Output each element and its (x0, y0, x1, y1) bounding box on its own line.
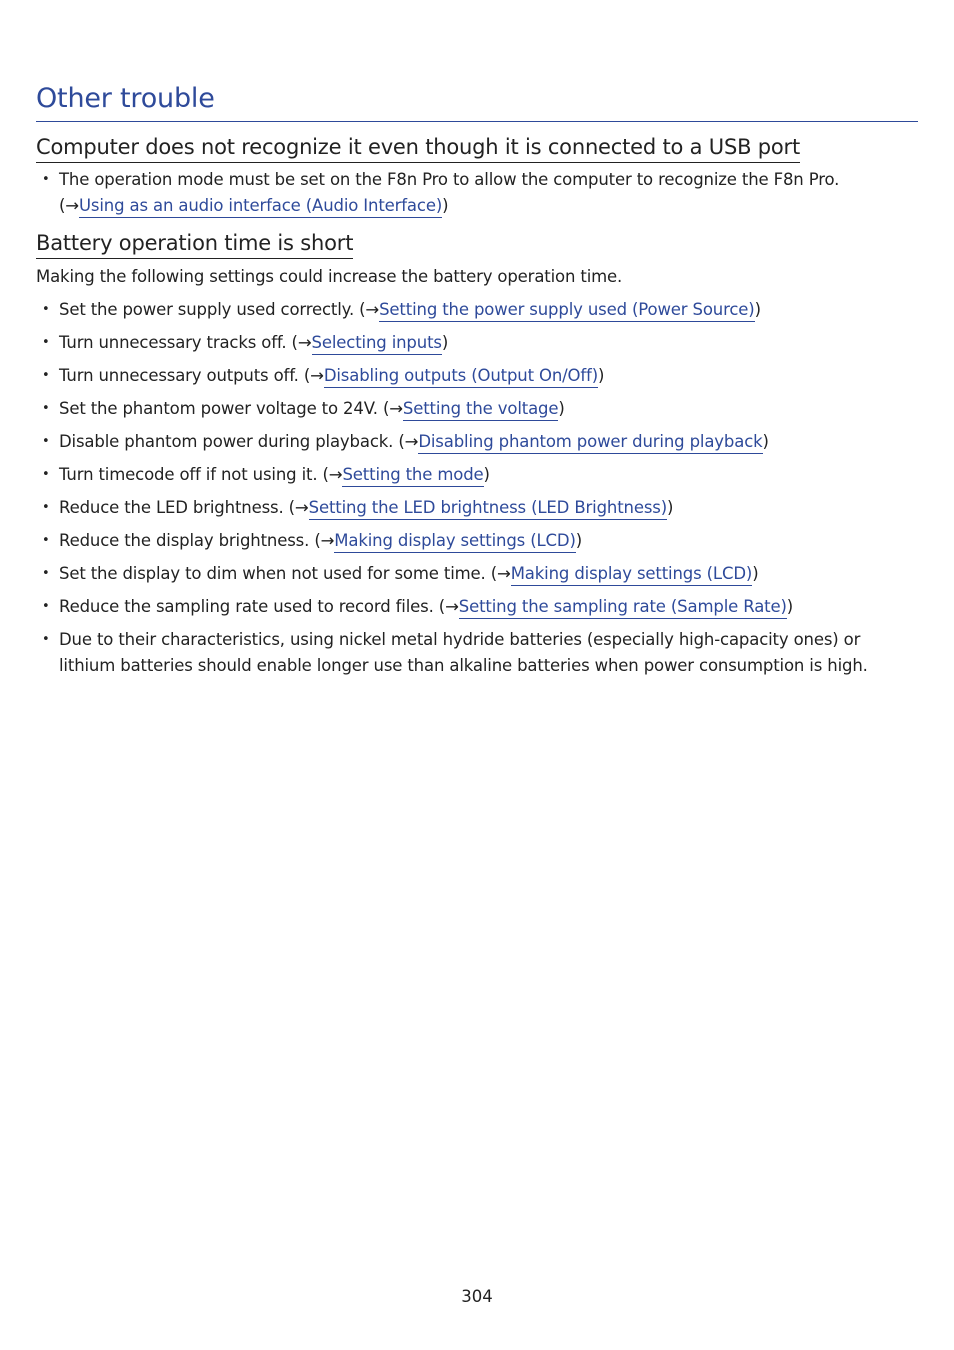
item-prefix: (→ (59, 196, 79, 215)
list-item (36, 462, 918, 488)
item-text: Turn timecode off if not using it. (→ (59, 465, 343, 484)
item-text: Reduce the display brightness. (→ (59, 531, 335, 550)
item-suffix: ) (752, 564, 759, 583)
list-item (36, 528, 918, 554)
item-suffix: ) (441, 333, 449, 352)
section-heading-battery: Battery operation time is short (36, 229, 353, 259)
link-setting-voltage[interactable]: Setting the voltage (403, 399, 558, 421)
link-led-brightness[interactable]: Setting the LED brightness (LED Brightness) (309, 498, 667, 520)
item-text: Reduce the sampling rate used to record files. (→ (59, 597, 459, 616)
list-item (36, 561, 918, 587)
item-suffix: ) (442, 196, 449, 215)
item-text: Set the power supply used correctly. (→ (59, 300, 380, 319)
list-item (36, 363, 918, 389)
section-heading-usb: Computer does not recognize it even though it is connected to a USB port (36, 133, 800, 163)
page-title: Other trouble (36, 83, 215, 114)
link-audio-interface[interactable]: Using as an audio interface (Audio Interface) (79, 196, 442, 218)
link-display-settings-dim[interactable]: Making display settings (LCD) (511, 564, 752, 586)
item-text: Disable phantom power during playback. (→ (59, 432, 419, 451)
usb-bullet-list (36, 167, 918, 219)
item-suffix: ) (786, 597, 794, 616)
item-suffix: ) (483, 465, 490, 484)
battery-bullet-list (36, 297, 918, 679)
list-item (36, 495, 918, 521)
page-content (36, 0, 918, 686)
page-number: 304 (461, 1287, 493, 1306)
item-text: Set the phantom power voltage to 24V. (→ (59, 399, 403, 418)
item-text: Due to their characteristics, using nickel metal hydride batteries (especially high-capacity ones) or lithium batteries should enable longer use than alkaline batteries when power consumption is high. (59, 630, 868, 675)
list-item (36, 594, 918, 620)
link-output-on-off[interactable]: Disabling outputs (Output On/Off) (324, 366, 598, 388)
item-suffix: ) (762, 432, 769, 451)
item-suffix: ) (754, 300, 761, 319)
item-suffix: ) (667, 498, 674, 517)
link-power-source[interactable]: Setting the power supply used (Power Source) (379, 300, 755, 322)
link-setting-mode[interactable]: Setting the mode (342, 465, 483, 487)
list-item (36, 167, 918, 219)
list-item (36, 429, 918, 455)
item-suffix: ) (558, 399, 565, 418)
section-intro: Making the following settings could increase the battery operation time. (36, 267, 623, 286)
item-text: Turn unnecessary tracks off. (→ (59, 333, 312, 352)
list-item (36, 297, 918, 323)
list-item (36, 330, 918, 356)
item-suffix: ) (598, 366, 605, 385)
link-sample-rate[interactable]: Setting the sampling rate (Sample Rate) (459, 597, 787, 619)
list-item (36, 627, 918, 679)
item-text: Turn unnecessary outputs off. (→ (59, 366, 324, 385)
item-suffix: ) (575, 531, 583, 550)
item-text: Set the display to dim when not used for some time. (→ (59, 564, 511, 583)
list-item (36, 396, 918, 422)
title-divider (36, 121, 918, 122)
link-selecting-inputs[interactable]: Selecting inputs (312, 333, 442, 355)
link-display-settings[interactable]: Making display settings (LCD) (334, 531, 575, 553)
item-text: Reduce the LED brightness. (→ (59, 498, 309, 517)
item-text: The operation mode must be set on the F8n Pro to allow the computer to recognize the F8n Pro. (59, 170, 840, 189)
link-phantom-playback[interactable]: Disabling phantom power during playback (418, 432, 762, 454)
